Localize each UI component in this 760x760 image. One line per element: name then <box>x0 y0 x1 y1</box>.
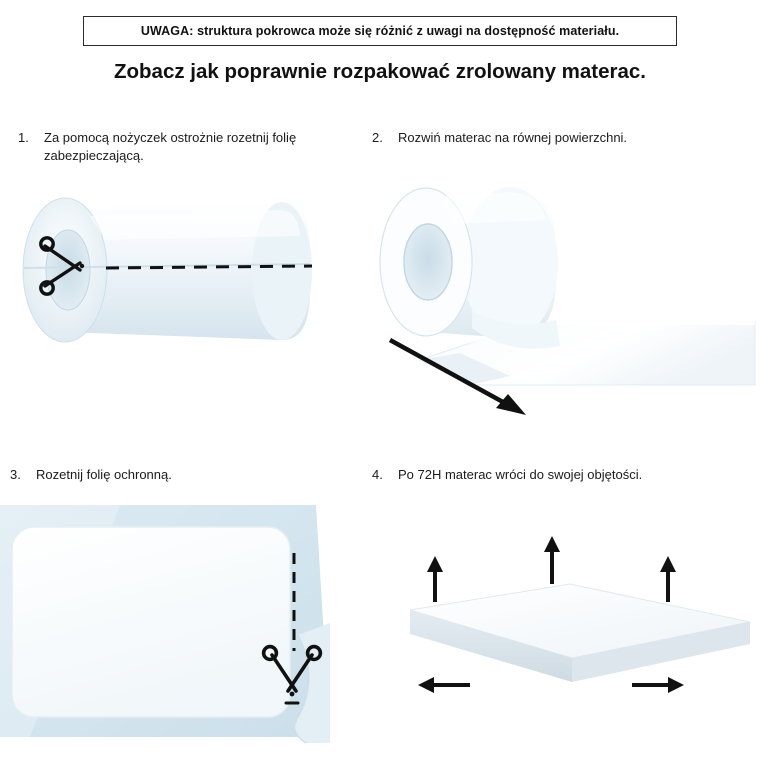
unroll-arrow-head <box>496 394 526 415</box>
step-3-caption <box>10 466 340 484</box>
step-1-text: Za pomocą nożyczek ostrożnie rozetnij folię zabezpieczającą. <box>44 130 297 163</box>
mattress-in-foil <box>12 527 290 717</box>
step-3-number: 3. <box>10 467 21 482</box>
step-4-caption <box>372 466 732 484</box>
arrow-head-up-left <box>427 556 443 572</box>
arrow-head-right <box>668 677 684 693</box>
step-4-text: Po 72H materac wróci do swojej objętości. <box>398 467 643 482</box>
step-2-caption <box>372 129 712 147</box>
step-1-caption <box>18 129 338 164</box>
roll2-inner-hole <box>404 224 452 300</box>
step-4-illustration <box>350 540 750 720</box>
step-1-number: 1. <box>18 130 29 145</box>
step-3-illustration <box>0 505 340 755</box>
step-1-illustration <box>10 180 340 400</box>
arrow-head-up-center <box>544 536 560 552</box>
step-3-text: Rozetnij folię ochronną. <box>36 467 172 482</box>
step-2-text: Rozwiń materac na równej powierzchni. <box>398 130 628 145</box>
notice-banner <box>83 16 677 46</box>
notice-text: UWAGA: struktura pokrowca może się różnić z uwagi na dostępność materiału. <box>140 24 620 38</box>
arrow-head-up-right <box>660 556 676 572</box>
page-title: Zobacz jak poprawnie rozpakować zrolowany materac. <box>113 60 647 83</box>
step-4-number: 4. <box>372 467 383 482</box>
arrow-head-left <box>418 677 434 693</box>
step-2-illustration <box>360 170 755 430</box>
step-2-number: 2. <box>372 130 383 145</box>
